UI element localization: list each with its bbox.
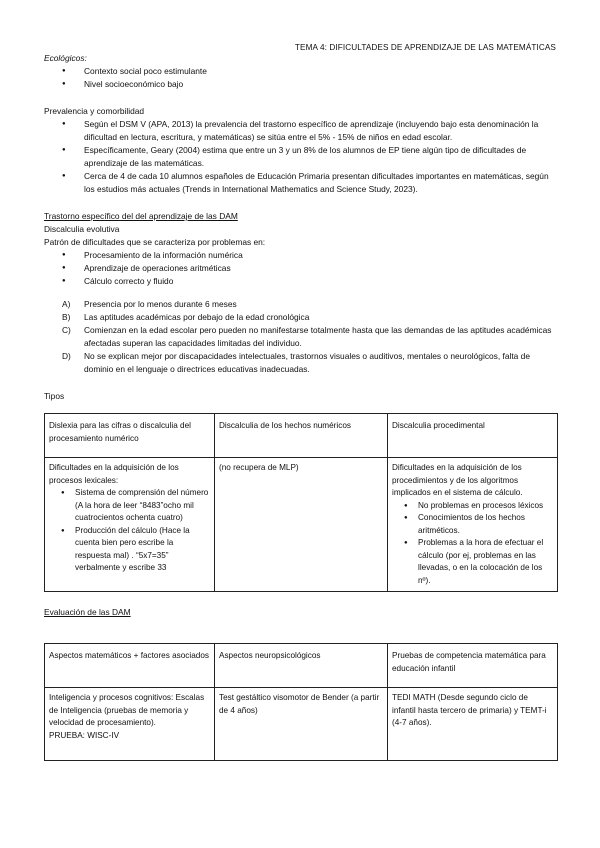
tipos-col1-list [49,487,210,575]
table-header-cell: Pruebas de competencia matemática para educación infantil [388,644,558,688]
list-item: ● Cerca de 4 de cada 10 alumnos españoles de Educación Primaria presentan dificultades importantes en matemáticas, según los estudios más actuales (Trends in International Mathematics and Science Study, 2023). [44,170,559,196]
evaluacion-table [44,643,558,761]
table-cell: TEDI MATH (Desde segundo ciclo de infantil hasta tercero de primaria) y TEMT-i (4-7 años). [388,688,558,761]
list-item: ● Producción del cálculo (Hace la cuenta bien pero escribe la respuesta mal) . “5x7=35” verbalmente y escribe 33 [49,525,210,575]
table-row [45,688,558,761]
table-row [45,644,558,688]
table-header-cell: Discalculia de los hechos numéricos [215,414,388,458]
table-row [45,458,558,592]
list-item: ● Sistema de comprensión del número (A la hora de leer “8483”ocho mil cuatrocientos ochenta cuatro) [49,487,210,525]
trastorno-intro: Patrón de dificultades que se caracteriza por problemas en: [44,237,266,247]
tipos-col3-list [392,500,553,588]
prevalencia-title: Prevalencia y comorbilidad [44,106,145,116]
list-item: ● Conocimientos de los hechos aritméticos. [392,512,553,537]
list-item: ● Según el DSM V (APA, 2013) la prevalencia del trastorno específico de aprendizaje (incluyendo bajo esta denominación la dificultad en lectura, escritura, y matemáticas) se sitúa entre el 5% - 15% de niños en edad escolar. [44,118,559,144]
list-item: ● Contexto social poco estimulante [44,65,559,78]
table-header-cell: Dislexia para las cifras o discalculia del procesamiento numérico [45,414,215,458]
table-header-cell: Aspectos matemáticos + factores asociados [45,644,215,688]
table-header-cell: Discalculia procedimental [388,414,558,458]
table-header-cell: Aspectos neuropsicológicos [215,644,388,688]
criteria-item: D) No se explican mejor por discapacidades intelectuales, trastornos visuales o auditivos, mentales o neurológicos, falta de dominio en el lenguaje o directrices educativas inadecuadas. [62,351,530,374]
criteria-list [44,298,559,376]
ecologicos-title: Ecológicos: [44,53,87,63]
list-item: ● Procesamiento de la información numérica [44,249,559,262]
tipos-title: Tipos [44,391,65,401]
ecologicos-list [44,65,559,91]
table-cell: (no recupera de MLP) [215,458,388,592]
criteria-item: C) Comienzan en la edad escolar pero pueden no manifestarse totalmente hasta que las demandas de las aptitudes académicas afectadas superan las capacidades limitadas del individuo. [62,325,552,348]
list-item: ● Aprendizaje de operaciones aritméticas [44,262,559,275]
criteria-item: B) Las aptitudes académicas por debajo de la edad cronológica [62,312,310,322]
evaluacion-title: Evaluación de las DAM [44,607,131,617]
tipos-table [44,413,558,592]
table-row [45,414,558,458]
list-item: ● Nivel socioeconómico bajo [44,78,559,91]
trastorno-title: Trastorno específico del del aprendizaje de las DAM [44,211,238,221]
table-cell: Inteligencia y procesos cognitivos: Escalas de Inteligencia (pruebas de memoria y velocidad de procesamiento). PRUEBA: WISC-IV [45,688,215,761]
list-item: ● No problemas en procesos léxicos [392,500,553,513]
list-item: ● Específicamente, Geary (2004) estima que entre un 3 y un 8% de los alumnos de EP tiene algún tipo de dificultades de aprendizaje de las matemáticas. [44,144,559,170]
table-cell: Dificultades en la adquisición de los procesos lexicales: ● Sistema de comprensión del número (A la hora de leer “8483”ocho mil cuatrocientos ochenta cuatro) ● Producción del cálculo (Hace la cuenta bien pero escribe la respuesta mal) . “5x7=35” verbalmente y escribe 33 [45,458,215,592]
trastorno-subtitle: Discalculia evolutiva [44,224,120,234]
page-header: TEMA 4: DIFICULTADES DE APRENDIZAJE DE LAS MATEMÁTICAS [294,43,556,52]
list-item: ● Problemas a la hora de efectuar el cálculo (por ej, problemas en las llevadas, o en la colocación de los nº). [392,537,553,587]
trastorno-list [44,249,559,288]
table-cell: Test gestáltico visomotor de Bender (a partir de 4 años) [215,688,388,761]
prevalencia-list [44,118,559,196]
document-body [44,52,559,761]
table-cell: Dificultades en la adquisición de los procedimientos y de los algoritmos implicados en el sistema de cálculo. ● No problemas en procesos léxicos ● Conocimientos de los hechos aritméticos. ● Problemas a la hora de efectuar el cálculo (por ej, problemas en las llevadas, o en la colocación de los nº). [388,458,558,592]
criteria-item: A) Presencia por lo menos durante 6 meses [62,299,237,309]
list-item: ● Cálculo correcto y fluido [44,275,559,288]
